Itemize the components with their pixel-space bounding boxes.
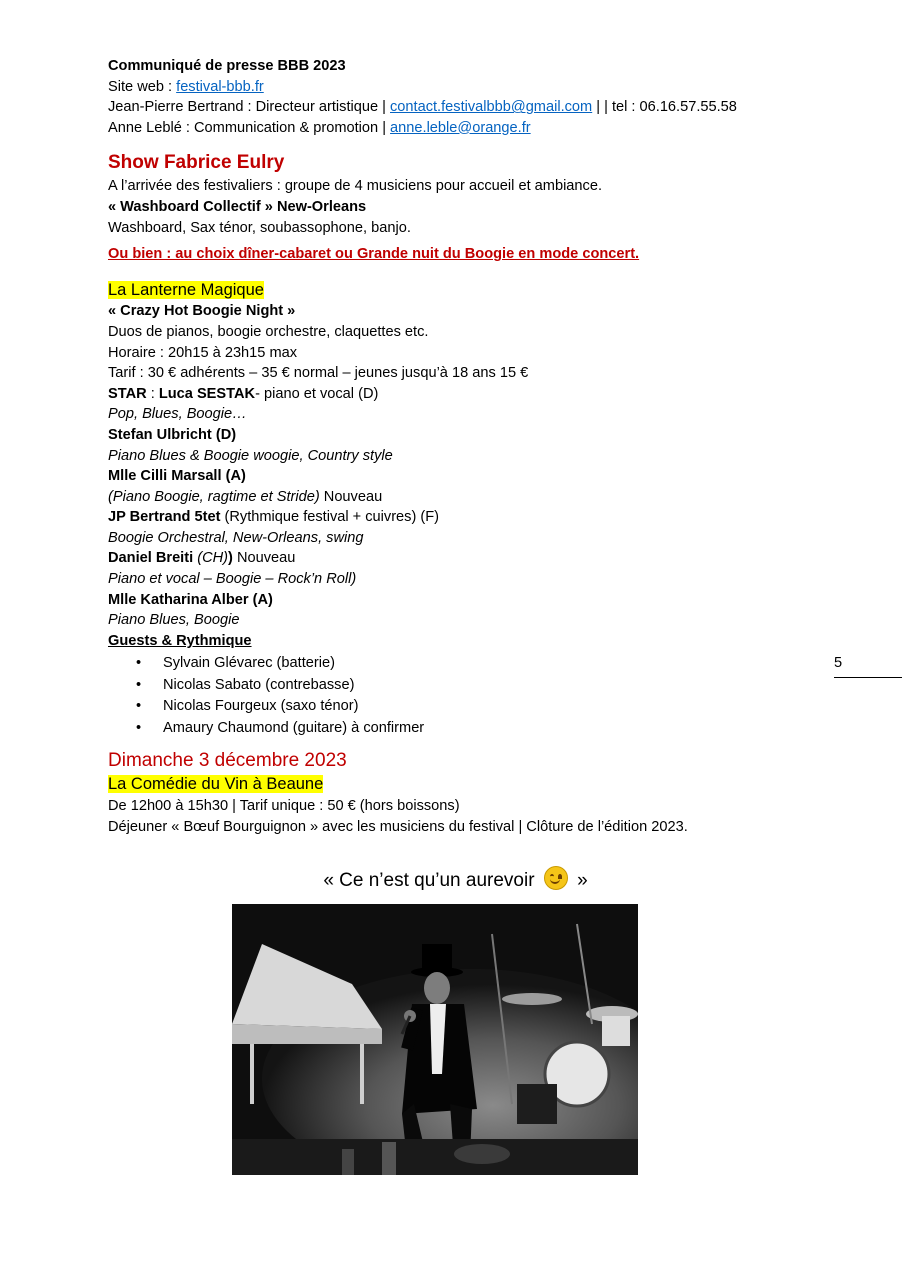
star-label: STAR (108, 385, 147, 402)
guests-title: Guests & Rythmique (108, 632, 252, 649)
artist-6-name: Mlle Katharina Alber (A) (108, 591, 273, 608)
lanterne-title: « Crazy Hot Boogie Night » (108, 303, 296, 320)
dimanche-venue: La Comédie du Vin à Beaune (108, 775, 324, 794)
director-phone: | | tel : 06.16.57.55.58 (592, 99, 737, 116)
show-alternative: Ou bien : au choix dîner-cabaret ou Grande nuit du Boogie en mode concert. (108, 246, 640, 263)
artist-5-country: (CH) (193, 550, 229, 567)
page-number-rule (834, 677, 902, 678)
artist-3-name: Mlle Cilli Marsall (A) (108, 468, 246, 485)
star-line (108, 384, 808, 405)
artist-4-style: Boogie Orchestral, New-Orleans, swing (108, 529, 364, 546)
show-line-1: A l’arrivée des festivaliers : groupe de 4 musiciens pour accueil et ambiance. (108, 178, 603, 195)
lanterne-venue: La Lanterne Magique (108, 280, 264, 299)
artist-3-style-line (108, 487, 808, 508)
closing-quote (0, 866, 911, 892)
artist-5-style: Piano et vocal – Boogie – Rock’n Roll) (108, 571, 357, 588)
artist-3-tag: Nouveau (319, 488, 383, 505)
show-line-3: Washboard, Sax ténor, soubassophone, banjo. (108, 219, 411, 236)
dimanche-line-1: De 12h00 à 15h30 | Tarif unique : 50 € (hors boissons) (108, 798, 460, 815)
comm-line (108, 118, 808, 139)
lanterne-desc: Duos de pianos, boogie orchestre, claquettes etc. (108, 323, 429, 340)
show-line-2: « Washboard Collectif » New-Orleans (108, 198, 367, 215)
document-body (108, 56, 808, 837)
star-sep: : (146, 385, 159, 402)
dimanche-date: Dimanche 3 décembre 2023 (108, 750, 347, 772)
director-email-link[interactable]: contact.festivalbbb@gmail.com (390, 99, 593, 116)
site-label: Site web : (108, 78, 177, 95)
lanterne-venue-line (108, 279, 808, 302)
site-line (108, 77, 808, 98)
quote-end: » (571, 870, 588, 891)
performer-photo-illustration (232, 904, 638, 1175)
dimanche-line-2: Déjeuner « Bœuf Bourguignon » avec les musiciens du festival | Clôture de l’édition 2023. (108, 818, 688, 835)
star-style: Pop, Blues, Boogie… (108, 406, 247, 423)
artist-5-name: Daniel Breiti (108, 550, 194, 567)
artist-4-line (108, 507, 808, 528)
artist-2-name: Stefan Ulbricht (D) (108, 426, 237, 443)
lanterne-horaire: Horaire : 20h15 à 23h15 max (108, 344, 298, 361)
artist-4-name: JP Bertrand 5tet (108, 509, 221, 526)
list-item: • Amaury Chaumond (guitare) à confirmer (163, 718, 808, 740)
artist-4-rest: (Rythmique festival + cuivres) (F) (220, 509, 440, 526)
artist-5-paren: ) (228, 550, 233, 567)
dimanche-venue-line (108, 773, 808, 796)
artist-5-tag: Nouveau (232, 550, 296, 567)
quote-start: « Ce n’est qu’un aurevoir (323, 870, 540, 891)
artist-3-style: (Piano Boogie, ragtime et Stride) (108, 488, 320, 505)
artist-5-line (108, 548, 808, 569)
list-item: • Nicolas Sabato (contrebasse) (163, 675, 808, 697)
site-link[interactable]: festival-bbb.fr (176, 78, 264, 95)
smiley-icon (544, 866, 568, 890)
comm-text: Anne Leblé : Communication & promotion | (108, 119, 391, 136)
star-name: Luca SESTAK (158, 385, 256, 402)
show-title: Show Fabrice Eulry (108, 152, 285, 174)
page-number: 5 (834, 655, 843, 671)
list-item: • Sylvain Glévarec (batterie) (163, 653, 808, 675)
comm-email-link[interactable]: anne.leble@orange.fr (390, 119, 531, 136)
guests-list (108, 653, 808, 739)
star-rest: - piano et vocal (D) (255, 385, 379, 402)
list-item: • Nicolas Fourgeux (saxo ténor) (163, 696, 808, 718)
artist-2-style: Piano Blues & Boogie woogie, Country style (108, 447, 393, 464)
director-line (108, 97, 808, 118)
lanterne-tarif: Tarif : 30 € adhérents – 35 € normal – jeunes jusqu’à 18 ans 15 € (108, 365, 529, 382)
press-title: Communiqué de presse BBB 2023 (108, 58, 346, 74)
artist-6-style: Piano Blues, Boogie (108, 612, 240, 629)
performer-photo (232, 904, 638, 1175)
director-text: Jean-Pierre Bertrand : Directeur artistique | (108, 99, 390, 116)
